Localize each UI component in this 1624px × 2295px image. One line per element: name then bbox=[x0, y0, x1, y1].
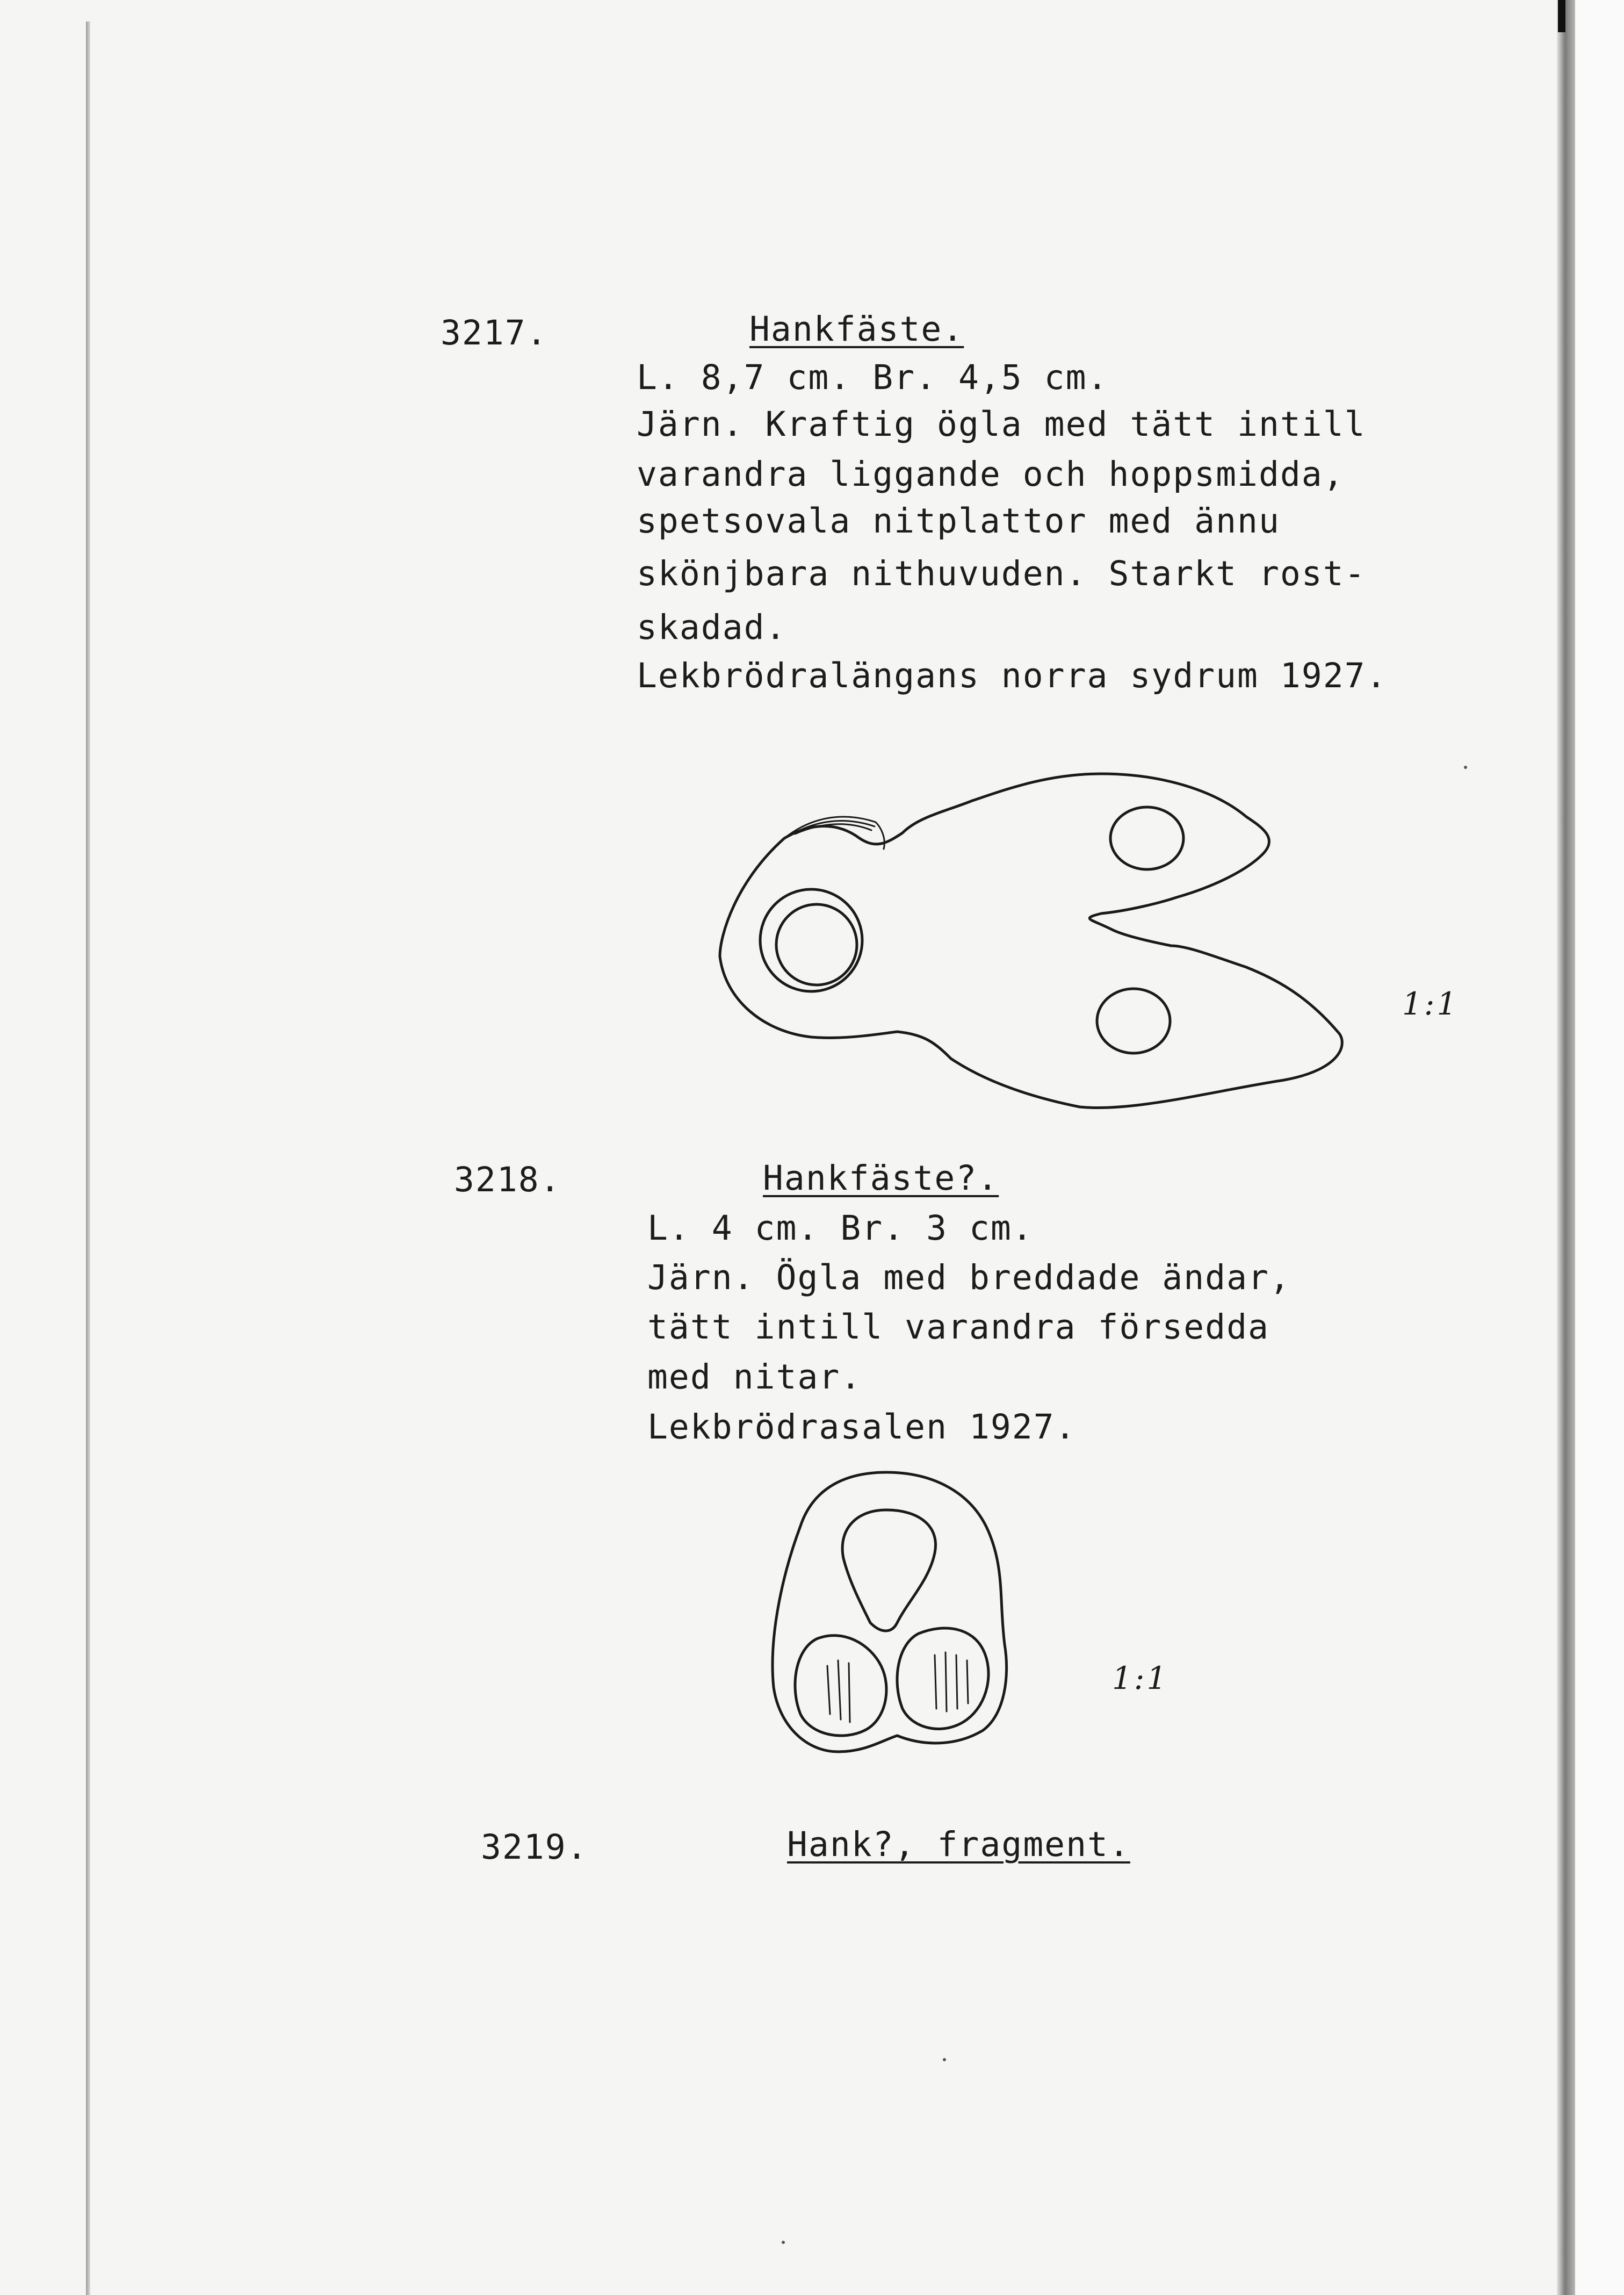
rivet-head-upper bbox=[1110, 807, 1183, 869]
paper-speck bbox=[943, 2058, 946, 2061]
mount-loop-hatching bbox=[790, 821, 875, 836]
entry-3218-line: L. 4 cm. Br. 3 cm. bbox=[647, 1208, 1034, 1248]
entry-3217-line: skadad. bbox=[637, 608, 787, 647]
rivet-plate-left bbox=[795, 1636, 886, 1736]
entry-number-3219: 3219. bbox=[481, 1828, 588, 1867]
entry-3217-line: skönjbara nithuvuden. Starkt rost- bbox=[637, 554, 1366, 593]
entry-3217-line: Järn. Kraftig ögla med tätt intill bbox=[637, 405, 1366, 444]
page-corner-mark bbox=[1558, 0, 1565, 32]
drawing-3218-handle-mount bbox=[757, 1462, 1015, 1762]
entry-3218-line: Järn. Ögla med breddade ändar, bbox=[647, 1258, 1291, 1297]
entry-title-3219: Hank?, fragment. bbox=[787, 1825, 1130, 1864]
entry-3217-line: varandra liggande och hoppsmidda, bbox=[637, 455, 1345, 494]
entry-3217-line: Lekbrödralängans norra sydrum 1927. bbox=[637, 656, 1388, 695]
entry-title-3217: Hankfäste. bbox=[749, 310, 964, 349]
entry-3218-line: Lekbrödrasalen 1927. bbox=[647, 1407, 1077, 1447]
mount-loop-hole-inner bbox=[776, 904, 857, 985]
page-right-edge-shadow bbox=[1557, 0, 1575, 2295]
paper-speck bbox=[1464, 766, 1467, 769]
page-left-edge-shadow bbox=[86, 21, 90, 2295]
paper-speck bbox=[782, 2241, 785, 2244]
entry-3217-line: L. 8,7 cm. Br. 4,5 cm. bbox=[637, 358, 1109, 397]
mount-outline bbox=[720, 774, 1342, 1108]
scan-background bbox=[1575, 0, 1624, 2295]
rivet-hatching bbox=[935, 1652, 968, 1711]
rivet-hatching bbox=[827, 1660, 850, 1722]
entry-3217-line: spetsovala nitplattor med ännu bbox=[637, 501, 1280, 541]
entry-number-3218: 3218. bbox=[454, 1160, 561, 1199]
scale-note-3218: 1:1 bbox=[1112, 1660, 1169, 1696]
entry-number-3217: 3217. bbox=[441, 313, 548, 352]
entry-3218-line: med nitar. bbox=[647, 1357, 862, 1397]
rivet-plate-right bbox=[897, 1628, 988, 1729]
rivet-head-lower bbox=[1097, 989, 1170, 1053]
entry-title-3218: Hankfäste?. bbox=[763, 1159, 999, 1198]
entry-3218-line: tätt intill varandra försedda bbox=[647, 1307, 1269, 1347]
mount-loop-hole bbox=[842, 1510, 935, 1631]
scale-note-3217: 1:1 bbox=[1402, 985, 1459, 1022]
drawing-3217-handle-mount bbox=[704, 742, 1381, 1128]
mount-outline bbox=[773, 1472, 1007, 1752]
